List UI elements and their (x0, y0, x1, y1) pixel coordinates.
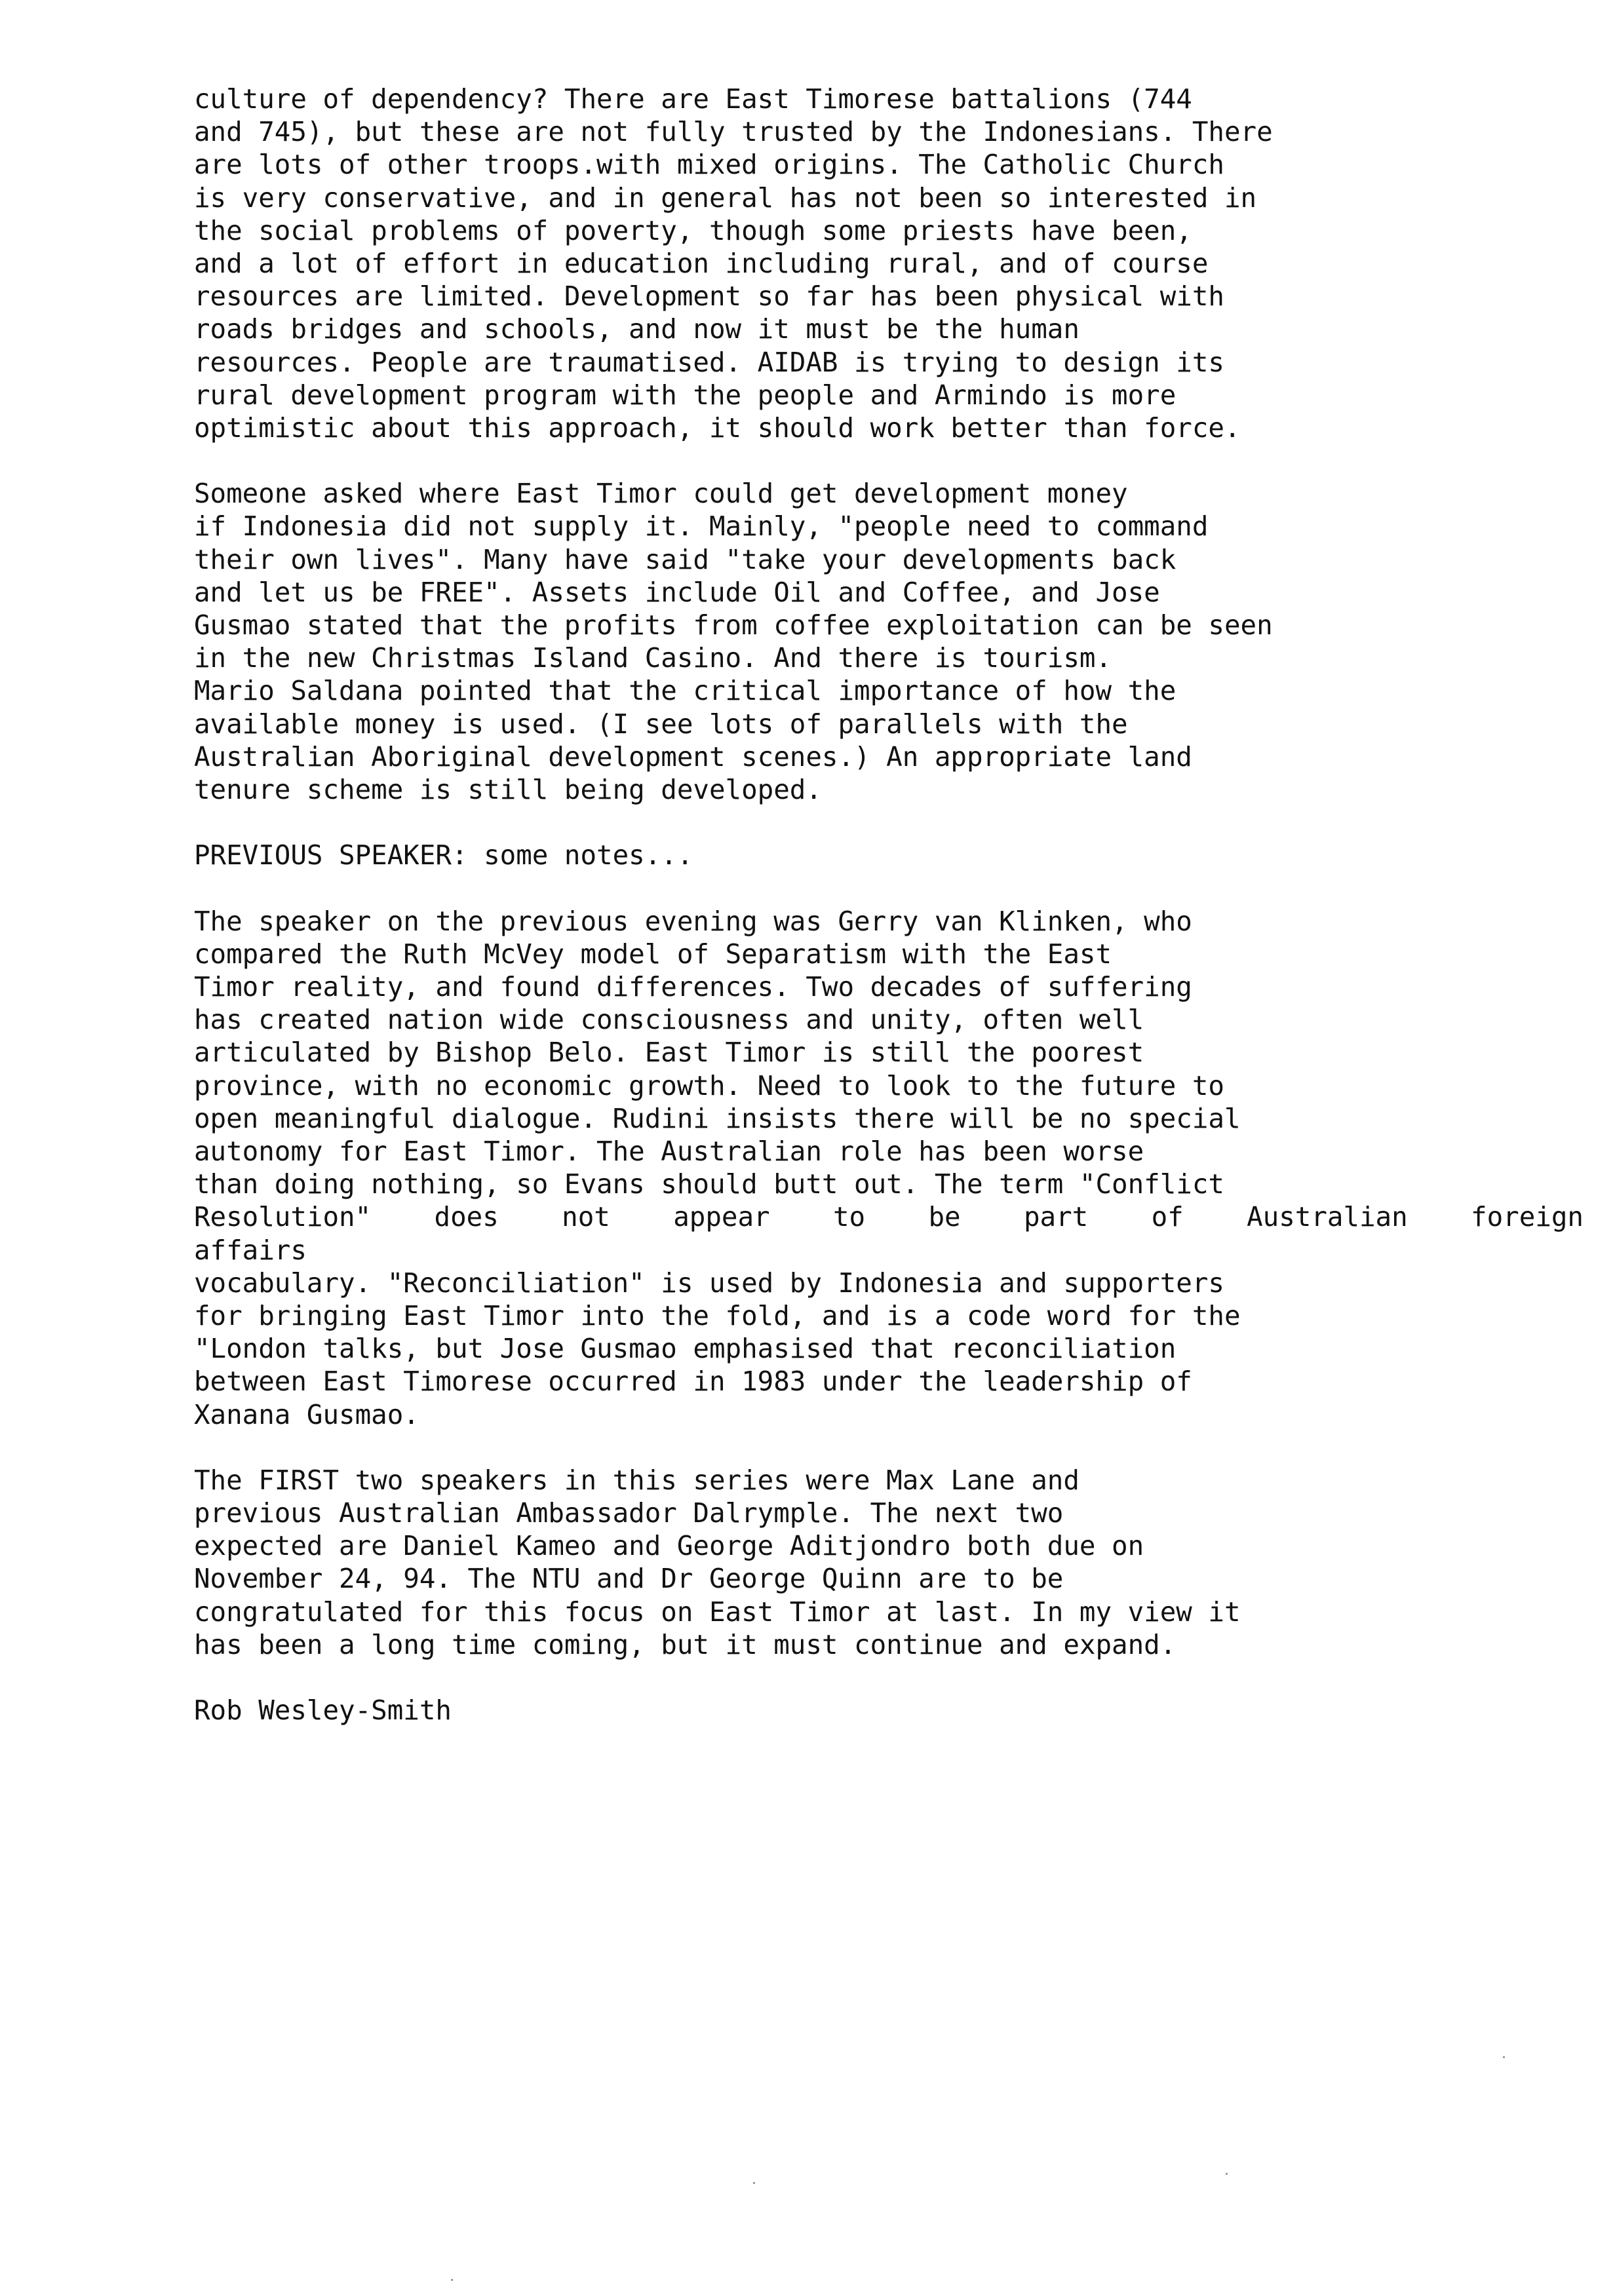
text-line: are lots of other troops.with mixed origins. The Catholic Church (194, 149, 1224, 181)
text-line: culture of dependency? There are East Timorese battalions (744 (194, 83, 1192, 115)
text-line: resources. People are traumatised. AIDAB is trying to design its (194, 346, 1224, 378)
text-line: has been a long time coming, but it must continue and expand. (194, 1628, 1177, 1660)
text-line: affairs (194, 1234, 307, 1266)
paragraph-2 (194, 477, 1584, 806)
text-line: previous Australian Ambassador Dalrymple. The next two (194, 1497, 1064, 1529)
text-line: expected are Daniel Kameo and George Aditjondro both due on (194, 1530, 1144, 1562)
text-line: vocabulary. "Reconciliation" is used by Indonesia and supporters (194, 1267, 1224, 1299)
text-line: compared the Ruth McVey model of Separatism with the East (194, 938, 1112, 970)
text-line: their own lives". Many have said "take your developments back (194, 543, 1177, 575)
text-line: Timor reality, and found differences. Two decades of suffering (194, 971, 1192, 1003)
text-line-justified: Resolution" does not appear to be part of Australian foreign (194, 1201, 1584, 1233)
text-line: Australian Aboriginal development scenes.) An appropriate land (194, 740, 1192, 773)
paragraph-spacer (194, 1661, 1584, 1694)
text-line: optimistic about this approach, it should work better than force. (194, 411, 1241, 444)
text-line: Xanana Gusmao. (194, 1398, 419, 1430)
document-body (194, 83, 1584, 1727)
text-line: Gusmao stated that the profits from coffee exploitation can be seen (194, 609, 1273, 641)
text-line: resources are limited. Development so far has been physical with (194, 280, 1224, 313)
text-line: for bringing East Timor into the fold, and is a code word for the (194, 1299, 1241, 1331)
text-line: province, with no economic growth. Need to look to the future to (194, 1069, 1224, 1101)
text-line: The speaker on the previous evening was Gerry van Klinken, who (194, 905, 1192, 937)
paragraph-spacer (194, 444, 1584, 477)
section-heading: PREVIOUS SPEAKER: some notes... (194, 839, 693, 871)
text-line: tenure scheme is still being developed. (194, 773, 822, 805)
text-line: Someone asked where East Timor could get development money (194, 478, 1128, 510)
text-line: is very conservative, and in general has not been so interested in (194, 182, 1257, 214)
text-line: Mario Saldana pointed that the critical importance of how the (194, 675, 1177, 707)
scan-speck (1503, 2056, 1505, 2058)
scan-speck (451, 2279, 453, 2281)
text-line: congratulated for this focus on East Timor at last. In my view it (194, 1596, 1241, 1628)
text-line: available money is used. (I see lots of parallels with the (194, 708, 1128, 740)
scan-speck (753, 2182, 755, 2184)
paragraph-1 (194, 83, 1584, 444)
text-line: has created nation wide consciousness and unity, often well (194, 1004, 1144, 1036)
paragraph-spacer (194, 806, 1584, 839)
text-line: and let us be FREE". Assets include Oil and Coffee, and Jose (194, 576, 1160, 608)
text-line: and a lot of effort in education including rural, and of course (194, 247, 1209, 279)
text-line: between East Timorese occurred in 1983 under the leadership of (194, 1366, 1192, 1398)
paragraph-spacer (194, 1431, 1584, 1464)
text-line: the social problems of poverty, though some priests have been, (194, 214, 1192, 246)
text-line: open meaningful dialogue. Rudini insists there will be no special (194, 1102, 1241, 1134)
text-line: in the new Christmas Island Casino. And there is tourism. (194, 642, 1112, 674)
text-line: November 24, 94. The NTU and Dr George Quinn are to be (194, 1563, 1064, 1595)
text-line: The FIRST two speakers in this series were Max Lane and (194, 1464, 1080, 1496)
paragraph-spacer (194, 872, 1584, 905)
paragraph-4 (194, 1464, 1584, 1661)
text-line: than doing nothing, so Evans should butt out. The term "Conflict (194, 1168, 1224, 1200)
text-line: and 745), but these are not fully trusted by the Indonesians. There (194, 116, 1273, 148)
text-line: articulated by Bishop Belo. East Timor is still the poorest (194, 1037, 1144, 1069)
paragraph-3 (194, 905, 1584, 1431)
author-signature: Rob Wesley-Smith (194, 1694, 452, 1727)
text-line: "London talks, but Jose Gusmao emphasised that reconciliation (194, 1333, 1177, 1365)
text-line: autonomy for East Timor. The Australian role has been worse (194, 1136, 1144, 1167)
text-line: if Indonesia did not supply it. Mainly, "people need to command (194, 510, 1209, 543)
scan-speck (1226, 2173, 1228, 2175)
text-line: roads bridges and schools, and now it must be the human (194, 313, 1080, 345)
text-line: rural development program with the people and Armindo is more (194, 379, 1177, 411)
